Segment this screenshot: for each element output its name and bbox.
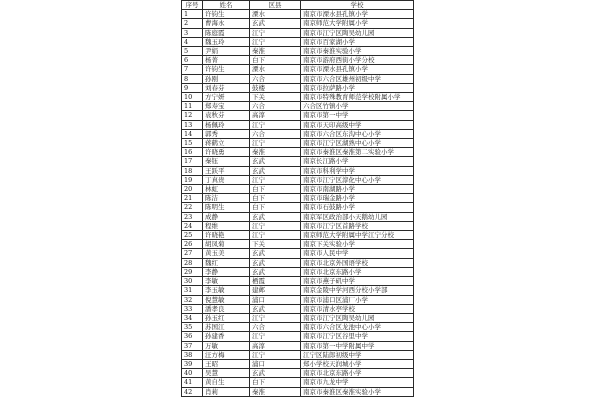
table-body <box>182 10 414 397</box>
cell-no: 33 <box>182 304 203 313</box>
cell-school: 南京市九龙中学 <box>301 378 414 387</box>
table-row <box>182 19 414 28</box>
cell-school: 南京市百家湖小学 <box>301 37 414 46</box>
cell-name: 万敏 <box>203 341 250 350</box>
cell-no: 20 <box>182 185 203 194</box>
cell-school: 南京市溧水县孔镇小学 <box>301 65 414 74</box>
cell-school: 郑小学校天润城小学 <box>301 359 414 368</box>
cell-no: 27 <box>182 249 203 258</box>
cell-district: 江宁 <box>250 221 301 230</box>
cell-district: 江宁 <box>250 120 301 129</box>
cell-no: 10 <box>182 93 203 102</box>
cell-no: 21 <box>182 194 203 203</box>
cell-school: 南京师范大学附属小学 <box>301 19 414 28</box>
table-row <box>182 148 414 157</box>
table-row <box>182 28 414 37</box>
cell-district: 江宁 <box>250 37 301 46</box>
cell-name: 吴慧 <box>203 369 250 378</box>
cell-no: 26 <box>182 240 203 249</box>
table-row <box>182 378 414 387</box>
table-row <box>182 258 414 267</box>
cell-name: 杨佩玲 <box>203 120 250 129</box>
cell-district: 浦口 <box>250 295 301 304</box>
table-row <box>182 313 414 322</box>
table-row <box>182 129 414 138</box>
table-row <box>182 10 414 19</box>
cell-name: 郑寿宝 <box>203 102 250 111</box>
cell-school: 南京市江宁区淳化中心小学 <box>301 175 414 184</box>
cell-name: 成静 <box>203 212 250 221</box>
table-row <box>182 221 414 230</box>
cell-school: 南京市燕子矶中学 <box>301 277 414 286</box>
table-row <box>182 332 414 341</box>
cell-school: 南京市江宁区湖熟中心小学 <box>301 139 414 148</box>
cell-district: 六合 <box>250 74 301 83</box>
cell-no: 14 <box>182 129 203 138</box>
cell-school: 南京市人民中学 <box>301 249 414 258</box>
cell-name: 刘春芬 <box>203 83 250 92</box>
cell-no: 3 <box>182 28 203 37</box>
cell-district: 六合 <box>250 323 301 332</box>
cell-district: 白下 <box>250 56 301 65</box>
cell-name: 陈洁 <box>203 194 250 203</box>
cell-district: 六合 <box>250 129 301 138</box>
cell-school: 六合区竹镇小学 <box>301 102 414 111</box>
cell-no: 12 <box>182 111 203 120</box>
table-row <box>182 350 414 359</box>
cell-district: 江宁 <box>250 139 301 148</box>
cell-name: 李玉敏 <box>203 286 250 295</box>
cell-school: 南京市石鼓路小学 <box>301 203 414 212</box>
cell-district: 高淳 <box>250 341 301 350</box>
cell-district: 高淳 <box>250 111 301 120</box>
cell-no: 8 <box>182 74 203 83</box>
cell-school: 南京市南湖路小学 <box>301 185 414 194</box>
cell-name: 林虹 <box>203 185 250 194</box>
cell-school: 南京市特殊教育师范学校附属小学 <box>301 93 414 102</box>
table-row <box>182 175 414 184</box>
table-row <box>182 267 414 276</box>
cell-no: 2 <box>182 19 203 28</box>
cell-no: 1 <box>182 10 203 19</box>
cell-no: 18 <box>182 166 203 175</box>
cell-district: 下关 <box>250 93 301 102</box>
cell-name: 王跃平 <box>203 166 250 175</box>
table-row <box>182 74 414 83</box>
cell-district: 玄武 <box>250 304 301 313</box>
cell-district: 秦淮 <box>250 387 301 396</box>
cell-district: 白下 <box>250 194 301 203</box>
cell-no: 5 <box>182 47 203 56</box>
table-row <box>182 65 414 74</box>
cell-school: 南京金陵中学河西分校小学部 <box>301 286 414 295</box>
cell-no: 7 <box>182 65 203 74</box>
table-row <box>182 341 414 350</box>
table-row <box>182 359 414 368</box>
cell-school: 南京市溧水县孔镇小学 <box>301 10 414 19</box>
cell-school: 江宁区陆郎初级中学 <box>301 350 414 359</box>
cell-school: 南京市拉萨路小学 <box>301 83 414 92</box>
cell-name: 李静 <box>203 267 250 276</box>
cell-name: 程维 <box>203 221 250 230</box>
cell-district: 秦淮 <box>250 148 301 157</box>
table-row <box>182 286 414 295</box>
cell-no: 25 <box>182 231 203 240</box>
cell-no: 22 <box>182 203 203 212</box>
cell-name: 黄玉美 <box>203 249 250 258</box>
table-row <box>182 56 414 65</box>
cell-district: 玄武 <box>250 166 301 175</box>
table-row <box>182 240 414 249</box>
cell-school: 南京市江宁区陶吴幼儿园 <box>301 313 414 322</box>
cell-district: 玄武 <box>250 212 301 221</box>
cell-no: 28 <box>182 258 203 267</box>
cell-district: 玄武 <box>250 258 301 267</box>
cell-school: 南京市秦淮实验小学 <box>301 47 414 56</box>
cell-no: 24 <box>182 221 203 230</box>
cell-school: 南京市江宁区谷里中学 <box>301 332 414 341</box>
cell-district: 鼓楼 <box>250 83 301 92</box>
cell-name: 蒋鹤立 <box>203 139 250 148</box>
table-row <box>182 139 414 148</box>
cell-district: 浦口 <box>250 359 301 368</box>
cell-district: 下关 <box>250 240 301 249</box>
cell-district: 江宁 <box>250 231 301 240</box>
cell-no: 17 <box>182 157 203 166</box>
cell-name: 汪方梅 <box>203 350 250 359</box>
cell-name: 许晓勇 <box>203 148 250 157</box>
cell-no: 36 <box>182 332 203 341</box>
cell-no: 11 <box>182 102 203 111</box>
cell-no: 34 <box>182 313 203 322</box>
table-row <box>182 120 414 129</box>
cell-name: 方宁妍 <box>203 93 250 102</box>
cell-district: 栖霞 <box>250 277 301 286</box>
cell-district: 秦淮 <box>250 47 301 56</box>
cell-no: 40 <box>182 369 203 378</box>
cell-name: 王昭 <box>203 359 250 368</box>
cell-no: 31 <box>182 286 203 295</box>
cell-name: 苏国江 <box>203 323 250 332</box>
cell-district: 江宁 <box>250 313 301 322</box>
cell-name: 魏玉玲 <box>203 37 250 46</box>
table-row <box>182 157 414 166</box>
cell-district: 六合 <box>250 102 301 111</box>
cell-district: 玄武 <box>250 249 301 258</box>
cell-school: 南京师范大学附属中学江宁分校 <box>301 231 414 240</box>
cell-school: 南京市六合区龙池中心小学 <box>301 323 414 332</box>
cell-school: 南京市秦淮区秦淮实验小学 <box>301 387 414 396</box>
cell-no: 15 <box>182 139 203 148</box>
cell-district: 白下 <box>250 185 301 194</box>
cell-no: 38 <box>182 350 203 359</box>
table-row <box>182 194 414 203</box>
table-row <box>182 323 414 332</box>
table-row <box>182 387 414 396</box>
cell-school: 南京市秦淮区秦淮第二实验小学 <box>301 148 414 157</box>
cell-no: 6 <box>182 56 203 65</box>
cell-district: 溧水 <box>250 65 301 74</box>
cell-no: 23 <box>182 212 203 221</box>
cell-name: 孙建香 <box>203 332 250 341</box>
table-row <box>182 212 414 221</box>
cell-district: 玄武 <box>250 157 301 166</box>
table-row <box>182 102 414 111</box>
cell-school: 南京市北京外国语学校 <box>301 258 414 267</box>
cell-no: 35 <box>182 323 203 332</box>
table-row <box>182 203 414 212</box>
cell-school: 南京市游府西街小学分校 <box>301 56 414 65</box>
header-name: 姓名 <box>203 1 250 10</box>
table-row <box>182 277 414 286</box>
cell-district: 江宁 <box>250 28 301 37</box>
table-row <box>182 83 414 92</box>
cell-school: 南京下关实验小学 <box>301 240 414 249</box>
cell-name: 倪慧敏 <box>203 295 250 304</box>
table-row <box>182 37 414 46</box>
cell-district: 江宁 <box>250 350 301 359</box>
document-page <box>181 0 413 400</box>
cell-school: 南京市江宁区首路学校 <box>301 221 414 230</box>
cell-no: 39 <box>182 359 203 368</box>
cell-school: 南京市天印高级中学 <box>301 120 414 129</box>
table-row <box>182 111 414 120</box>
cell-name: 许钧生 <box>203 65 250 74</box>
cell-no: 4 <box>182 37 203 46</box>
header-school: 学校 <box>301 1 414 10</box>
cell-district: 白下 <box>250 203 301 212</box>
cell-name: 袁秋芬 <box>203 111 250 120</box>
table-row <box>182 47 414 56</box>
cell-no: 19 <box>182 175 203 184</box>
table-header-row <box>182 1 414 10</box>
cell-name: 丁真贵 <box>203 175 250 184</box>
cell-name: 秦钰 <box>203 157 250 166</box>
cell-name: 许钧生 <box>203 10 250 19</box>
cell-name: 李敏 <box>203 277 250 286</box>
cell-school: 南京市六合区东沟中心小学 <box>301 129 414 138</box>
cell-name: 黄自生 <box>203 378 250 387</box>
cell-no: 32 <box>182 295 203 304</box>
cell-name: 陈明生 <box>203 203 250 212</box>
cell-school: 南京市江宁区陶吴幼儿园 <box>301 28 414 37</box>
cell-school: 南京市清水亭学校 <box>301 304 414 313</box>
cell-school: 南京军区政治部小天鹅幼儿园 <box>301 212 414 221</box>
cell-district: 江宁 <box>250 332 301 341</box>
cell-name: 杨菁 <box>203 56 250 65</box>
cell-district: 白下 <box>250 378 301 387</box>
cell-district: 江宁 <box>250 175 301 184</box>
cell-district: 玄武 <box>250 267 301 276</box>
table-row <box>182 295 414 304</box>
cell-district: 玄武 <box>250 19 301 28</box>
cell-name: 陈庭霞 <box>203 28 250 37</box>
table-row <box>182 369 414 378</box>
cell-district: 溧水 <box>250 10 301 19</box>
cell-school: 南京市北京东路小学 <box>301 267 414 276</box>
cell-school: 南京市第一中学附属中学 <box>301 341 414 350</box>
cell-district: 玄武 <box>250 369 301 378</box>
cell-name: 魏红 <box>203 258 250 267</box>
cell-name: 胡凤菊 <box>203 240 250 249</box>
cell-district: 建邺 <box>250 286 301 295</box>
cell-no: 29 <box>182 267 203 276</box>
table-row <box>182 231 414 240</box>
header-no: 序号 <box>182 1 203 10</box>
cell-no: 9 <box>182 83 203 92</box>
table-row <box>182 166 414 175</box>
cell-school: 南京长江路小学 <box>301 157 414 166</box>
cell-name: 许晓艳 <box>203 231 250 240</box>
cell-school: 南京市浦口区浦厂小学 <box>301 295 414 304</box>
cell-no: 41 <box>182 378 203 387</box>
table-row <box>182 304 414 313</box>
cell-name: 曹海永 <box>203 19 250 28</box>
cell-name: 肖莉 <box>203 387 250 396</box>
cell-no: 16 <box>182 148 203 157</box>
cell-no: 42 <box>182 387 203 396</box>
cell-school: 南京市北京东路小学 <box>301 369 414 378</box>
cell-name: 潘孝良 <box>203 304 250 313</box>
cell-name: 郭秀 <box>203 129 250 138</box>
table-row <box>182 185 414 194</box>
cell-no: 37 <box>182 341 203 350</box>
cell-name: 尹娟 <box>203 47 250 56</box>
cell-no: 30 <box>182 277 203 286</box>
cell-school: 南京市科利学中学 <box>301 166 414 175</box>
table-row <box>182 93 414 102</box>
cell-name: 孙刚 <box>203 74 250 83</box>
cell-name: 孙玉红 <box>203 313 250 322</box>
header-district: 区县 <box>250 1 301 10</box>
teacher-roster-table <box>181 0 414 397</box>
table-row <box>182 249 414 258</box>
cell-no: 13 <box>182 120 203 129</box>
cell-school: 南京市六合区雄州初级中学 <box>301 74 414 83</box>
cell-school: 南京市瑞金路小学 <box>301 194 414 203</box>
cell-school: 南京市第一中学 <box>301 111 414 120</box>
